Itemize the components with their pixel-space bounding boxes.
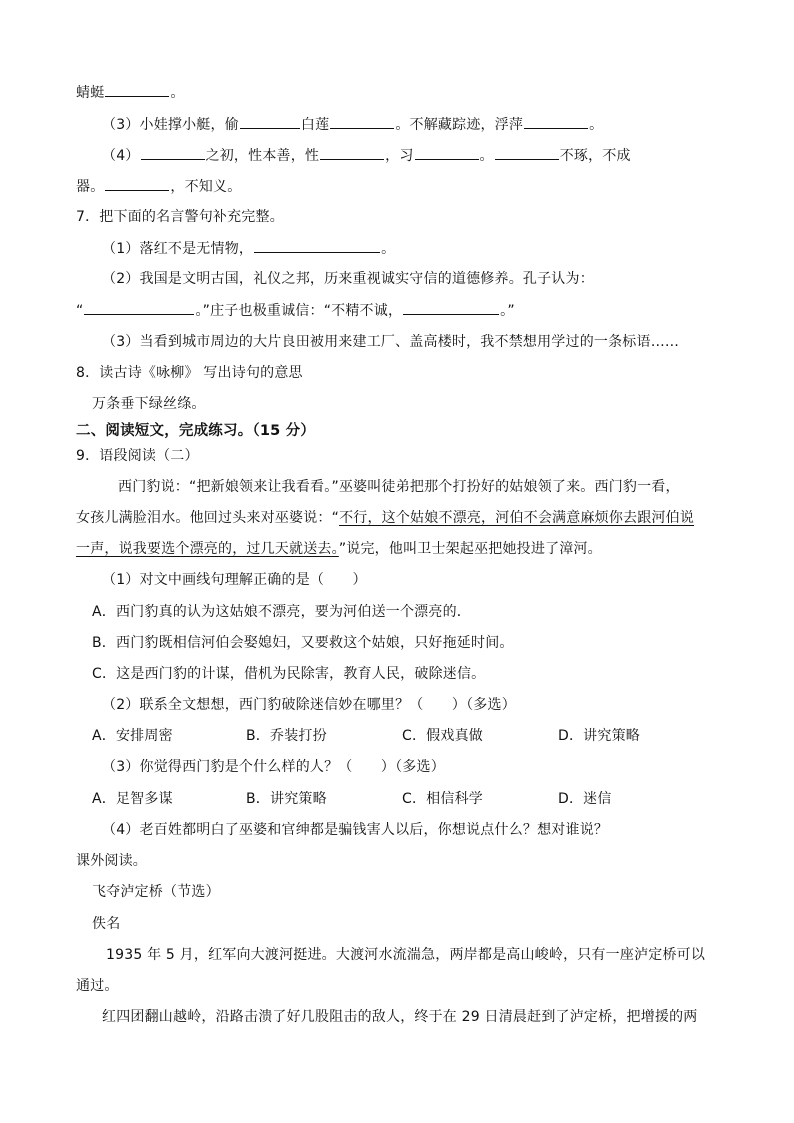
question-7-3: （3）当看到城市周边的大片良田被用来建工厂、盖高楼时，我不禁想用学过的一条标语…… xyxy=(102,334,680,350)
option-2-B[interactable]: B．乔装打扮 xyxy=(246,728,327,744)
sub-question-3: （3）你觉得西门豹是个什么样的人？（ ）（多选） xyxy=(102,759,445,775)
option-1-B[interactable]: B．西门豹既相信河伯会娶媳妇，又要救这个姑娘，只好拖延时间。 xyxy=(92,635,514,651)
answer-blank[interactable] xyxy=(403,300,499,315)
answer-blank[interactable] xyxy=(254,238,380,253)
answer-blank[interactable] xyxy=(141,145,205,160)
answer-blank[interactable] xyxy=(415,145,479,160)
option-1-A[interactable]: A．西门豹真的认为这姑娘不漂亮，要为河伯送一个漂亮的． xyxy=(92,604,471,620)
poem-line-4: （4） 之初，性本善，性 ，习 。 不琢，不成 xyxy=(102,145,631,165)
passage-line-2: 女孩儿满脸泪水。他回过头来对巫婆说：“不行，这个姑娘不漂亮，河伯不会满意麻烦你去跟河伯说 xyxy=(76,510,695,526)
passage-line-3: 一声，说我要选个漂亮的，过几天就送去。”说完，他叫卫士架起巫把她投进了漳河。 xyxy=(76,541,602,557)
sub-question-1: （1）对文中画线句理解正确的是（ ） xyxy=(102,572,367,588)
option-2-D[interactable]: D．讲究策略 xyxy=(558,728,640,744)
poem-line-4-cont: 器。 ，不知义。 xyxy=(76,176,241,196)
article-line-3: 红四团翻山越岭，沿路击溃了好几股阻击的敌人，终于在 29 日清晨赶到了泸定桥，把增援的两 xyxy=(102,1009,698,1025)
option-3-C[interactable]: C．相信科学 xyxy=(402,791,483,807)
article-line-1: 1935 年 5 月，红军向大渡河挺进。大渡河水流湍急，两岸都是高山峻岭，只有一座泸定桥可以 xyxy=(106,947,706,963)
article-author: 佚名 xyxy=(92,916,121,932)
poem-line-3: （3）小娃撑小艇，偷 白莲 。不解藏踪迹，浮萍 。 xyxy=(102,114,603,134)
answer-blank[interactable] xyxy=(495,145,559,160)
extra-reading-label: 课外阅读。 xyxy=(76,853,147,869)
answer-blank[interactable] xyxy=(320,145,384,160)
section-2-heading: 二、阅读短文，完成练习。（15 分） xyxy=(76,423,316,439)
question-9-title: 9．语段阅读（二） xyxy=(76,448,199,464)
option-2-A[interactable]: A．安排周密 xyxy=(92,728,173,744)
option-3-A[interactable]: A．足智多谋 xyxy=(92,791,173,807)
question-7-title: 7．把下面的名言警句补充完整。 xyxy=(76,209,284,225)
option-2-C[interactable]: C．假戏真做 xyxy=(402,728,483,744)
question-7-1: （1）落红不是无情物， 。 xyxy=(102,238,395,258)
option-1-C[interactable]: C．这是西门豹的计谋，借机为民除害，教育人民，破除迷信。 xyxy=(92,666,486,682)
underlined-sentence: 不行，这个姑娘不漂亮，河伯不会满意麻烦你去跟河伯说 xyxy=(339,510,695,526)
answer-blank[interactable] xyxy=(524,114,588,129)
question-7-2-blanks: “ 。”庄子也极重诚信：“不精不诚， 。” xyxy=(76,300,515,320)
option-3-B[interactable]: B．讲究策略 xyxy=(246,791,327,807)
article-title: 飞夺泸定桥（节选） xyxy=(92,884,220,900)
option-3-D[interactable]: D．迷信 xyxy=(558,791,612,807)
answer-blank[interactable] xyxy=(240,114,300,129)
answer-blank[interactable] xyxy=(84,300,194,315)
answer-blank[interactable] xyxy=(105,176,169,191)
line-dragonfly: 蜻蜓 。 xyxy=(76,82,185,102)
underlined-sentence: 一声，说我要选个漂亮的，过几天就送去。 xyxy=(76,541,339,557)
poem-verse: 万条垂下绿丝绦。 xyxy=(92,396,206,412)
passage-line-1: 西门豹说：“把新娘领来让我看看。”巫婆叫徒弟把那个打扮好的姑娘领了来。西门豹一看， xyxy=(118,479,680,495)
answer-blank[interactable] xyxy=(105,82,169,97)
answer-blank[interactable] xyxy=(330,114,394,129)
sub-question-2: （2）联系全文想想，西门豹破除迷信妙在哪里？（ ）（多选） xyxy=(102,697,516,713)
sub-question-4: （4）老百姓都明白了巫婆和官绅都是骗钱害人以后，你想说点什么？想对谁说？ xyxy=(102,822,609,838)
article-line-2: 通过。 xyxy=(76,978,119,994)
question-8-title: 8．读古诗《咏柳》 写出诗句的意思 xyxy=(76,365,303,381)
question-7-2: （2）我国是文明古国，礼仪之邦，历来重视诚实守信的道德修养。孔子认为： xyxy=(102,271,594,287)
